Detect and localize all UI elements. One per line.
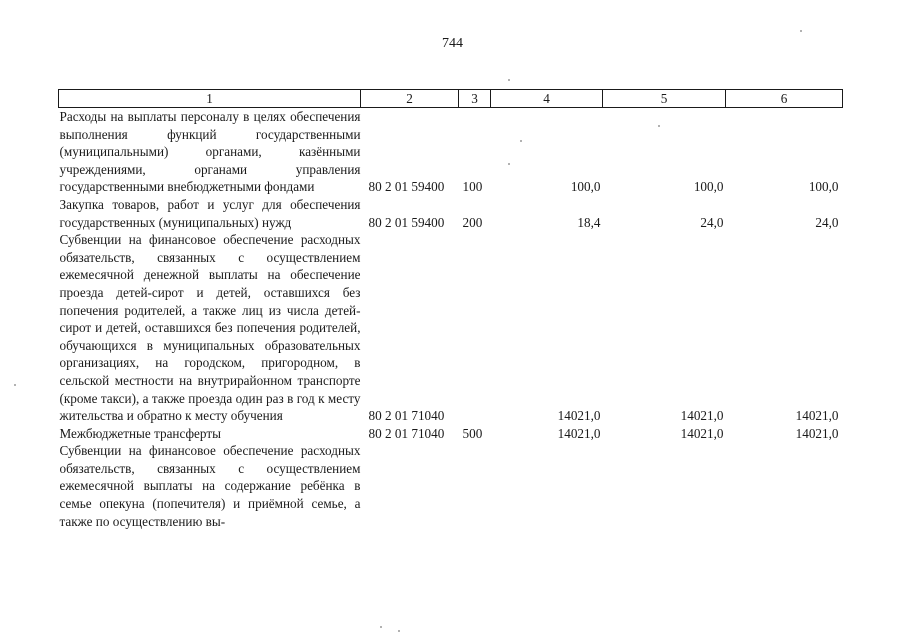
table-header	[59, 90, 843, 108]
row-value-6: 14021,0	[795, 408, 839, 424]
scan-speck	[380, 626, 382, 628]
table-row	[59, 231, 843, 425]
header-col-5: 5	[603, 90, 726, 108]
table-row	[59, 442, 843, 530]
row-name: Межбюджетные трансферты	[59, 425, 221, 441]
row-code: 80 2 01 59400	[368, 179, 445, 195]
row-code: 80 2 01 59400	[368, 214, 445, 230]
scan-speck	[800, 30, 802, 32]
header-col-4: 4	[491, 90, 603, 108]
row-name: Субвенции на финансовое обеспечение расходных обязательств, связанных с осуществлением ежемесячной денежной выплаты на обеспечение проезда детей-сирот и детей, оставшихся без попечения родителей, а также лиц из числа детей-сирот и детей, оставшихся без попечения родителей, обучающихся в муниципальных образовательных организациях, на городском, пригородном, в сельской местности на внутрирайонном транспорте (кроме такси), а также проезда один раз в год к месту жительства и обратно к месту обучения	[59, 232, 361, 424]
row-code	[361, 442, 459, 530]
row-value-4	[491, 442, 603, 530]
row-code: 80 2 01 71040	[368, 408, 445, 424]
row-value-5: 100,0	[693, 179, 724, 195]
row-value-5	[603, 442, 726, 530]
scan-speck	[14, 384, 16, 386]
scan-speck	[508, 163, 510, 165]
row-name: Субвенции на финансовое обеспечение расходных обязательств, связанных с осуществлением ежемесячной выплаты на содержание ребёнка в семье опекуна (попечителя) и приёмной семье, а также по осуществлению вы-	[59, 443, 361, 529]
scan-speck	[508, 79, 510, 81]
row-value-4: 100,0	[570, 179, 601, 195]
table-row	[59, 108, 843, 196]
scan-speck	[398, 630, 400, 632]
row-value-6	[726, 442, 843, 530]
row-value-5: 14021,0	[680, 425, 724, 441]
header-col-1: 1	[59, 90, 361, 108]
row-name: Закупка товаров, работ и услуг для обеспечения государственных (муниципальных) нужд	[59, 196, 361, 230]
row-value-4: 18,4	[577, 214, 601, 230]
row-expense-type	[459, 442, 491, 530]
page-number: 744	[442, 36, 463, 51]
row-expense-type: 200	[462, 214, 483, 230]
table-row	[59, 425, 843, 443]
scan-speck	[520, 140, 522, 142]
row-value-6: 24,0	[815, 214, 839, 230]
header-col-6: 6	[726, 90, 843, 108]
row-value-5: 14021,0	[680, 408, 724, 424]
row-code: 80 2 01 71040	[368, 425, 445, 441]
header-col-3: 3	[459, 90, 491, 108]
table-row	[59, 196, 843, 231]
row-expense-type: 500	[462, 425, 483, 441]
row-name: Расходы на выплаты персоналу в целях обеспечения выполнения функций государственными (муниципальными) органами, казёнными учреждениями, органами управления государственными внебюджетными фондами	[59, 109, 361, 195]
table-body	[59, 108, 843, 531]
row-value-6: 14021,0	[795, 425, 839, 441]
row-value-4: 14021,0	[557, 408, 601, 424]
header-col-2: 2	[361, 90, 459, 108]
row-expense-type	[459, 231, 491, 425]
row-value-5: 24,0	[700, 214, 724, 230]
scan-speck	[658, 125, 660, 127]
budget-table	[58, 89, 843, 530]
row-expense-type: 100	[462, 179, 483, 195]
row-value-4: 14021,0	[557, 425, 601, 441]
row-value-6: 100,0	[808, 179, 839, 195]
header-row	[59, 90, 843, 108]
